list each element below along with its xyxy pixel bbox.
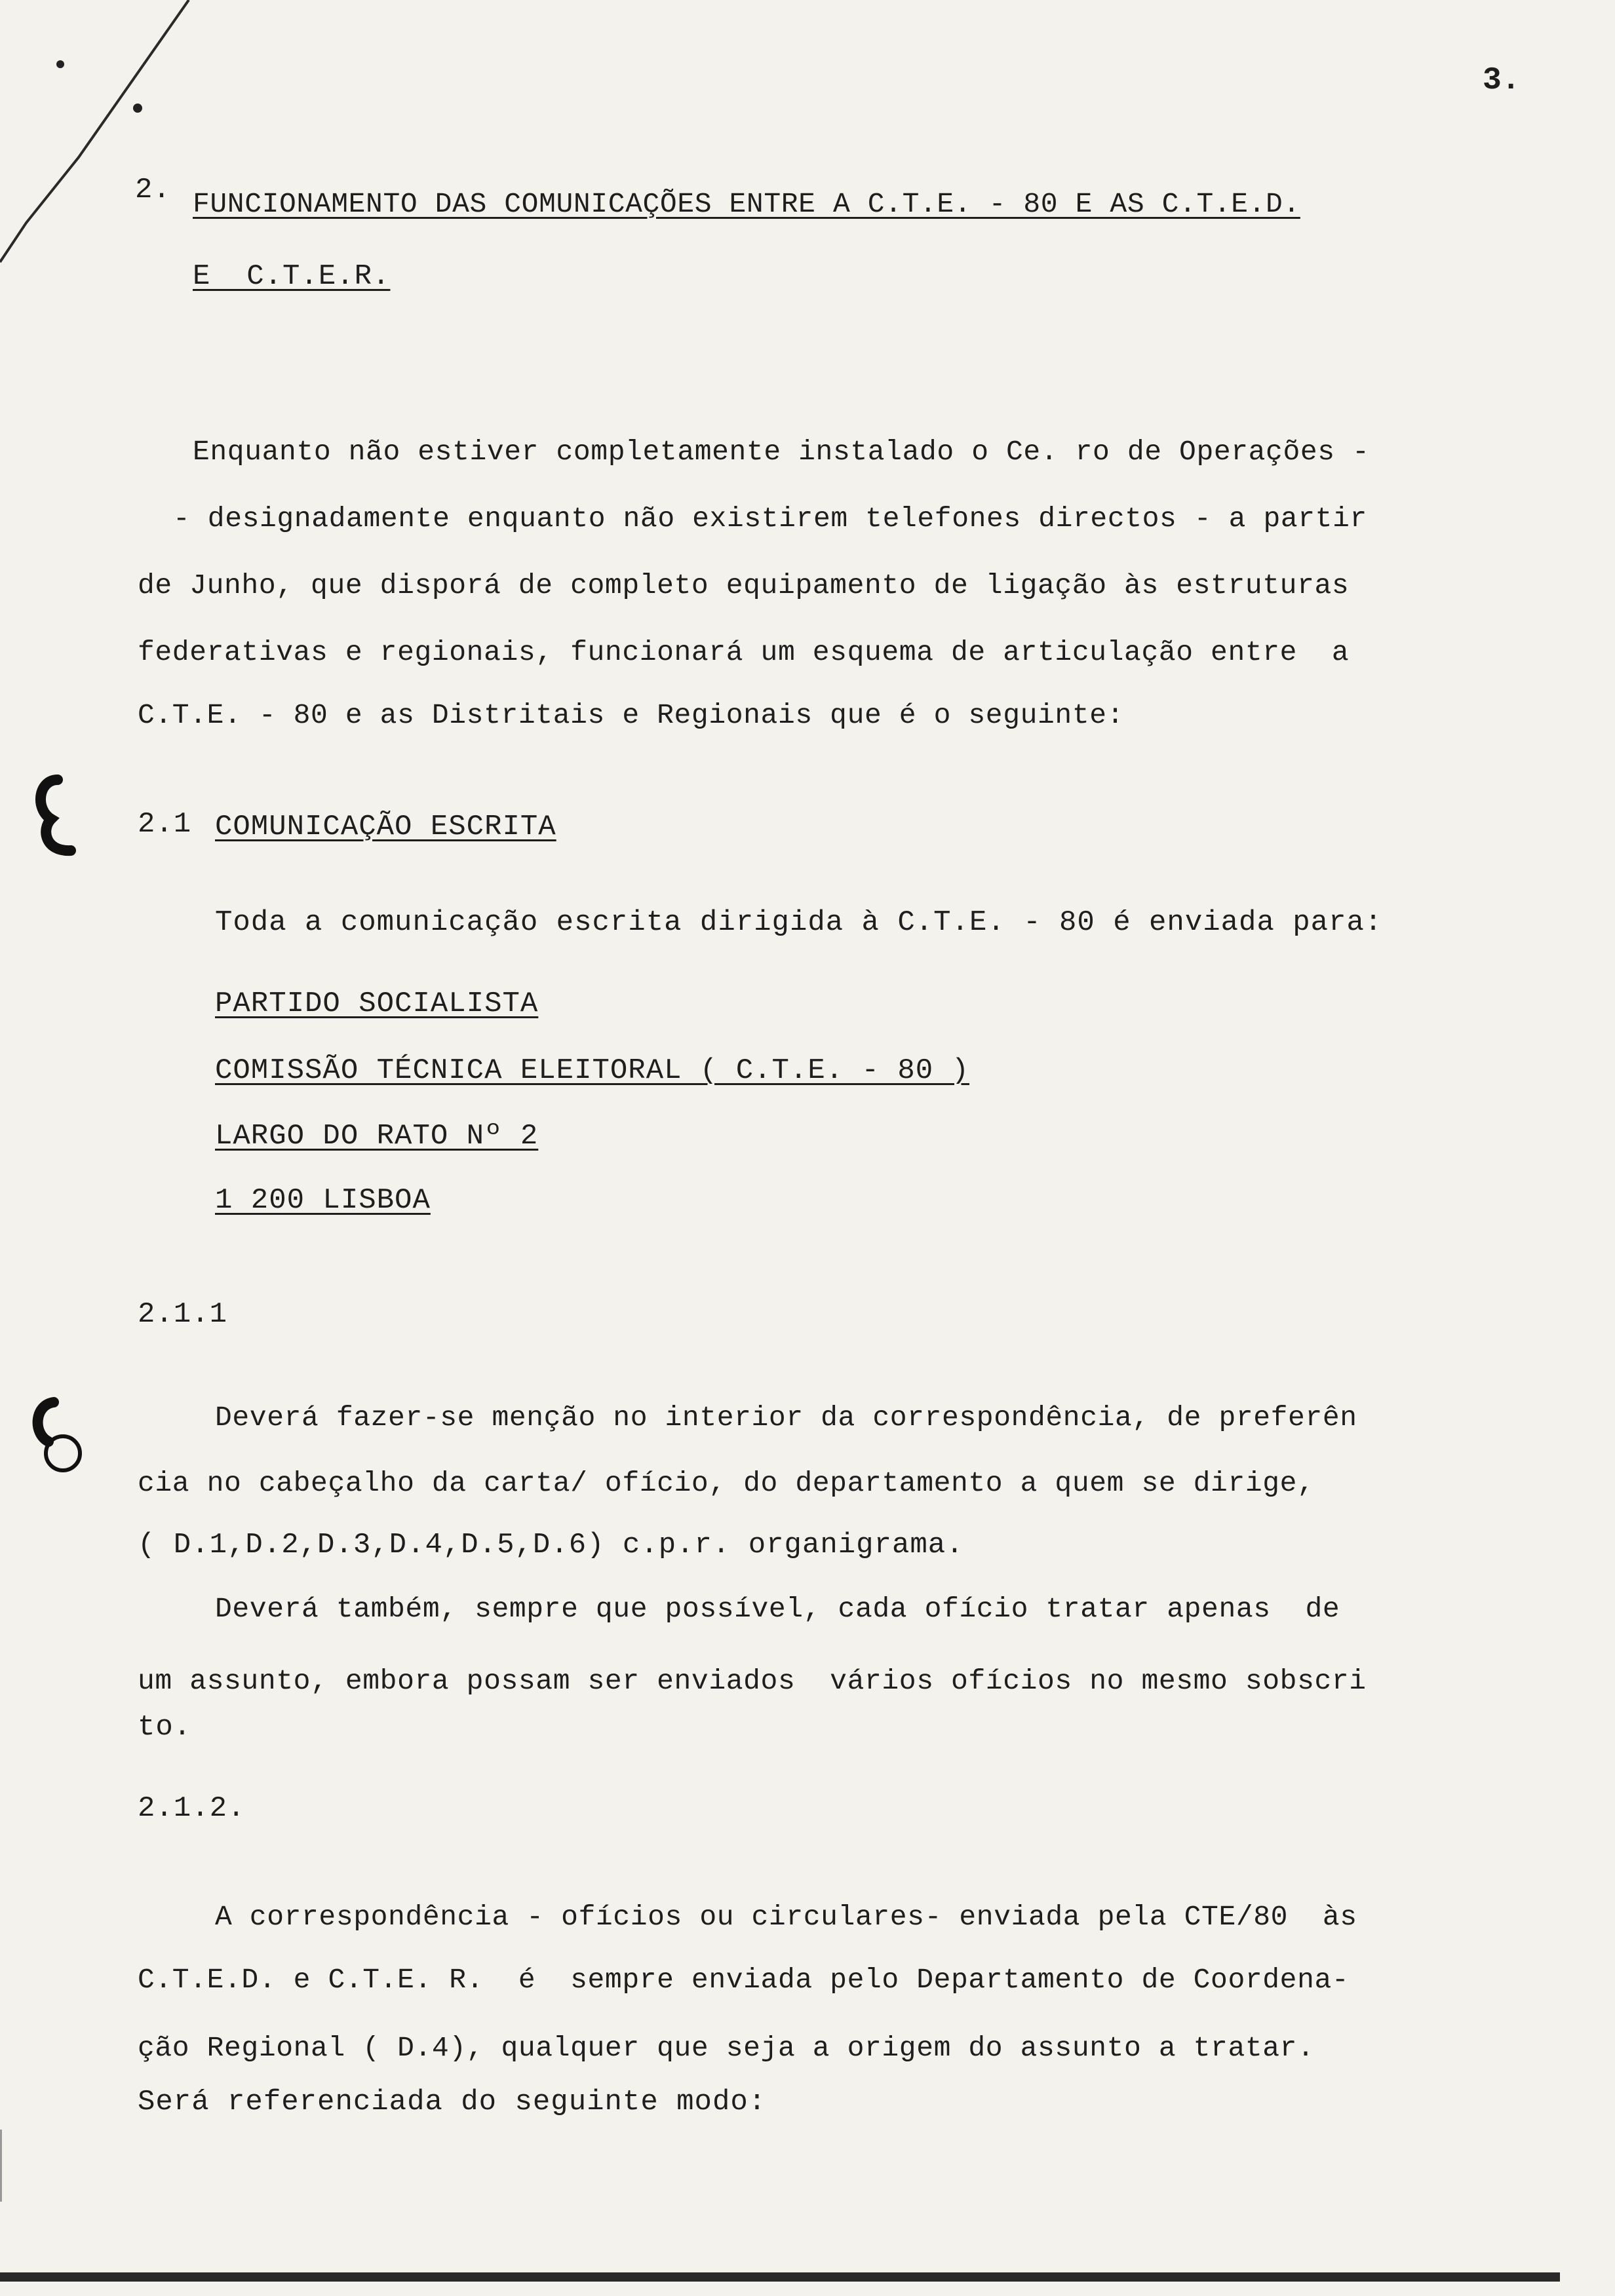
scan-edge-bar xyxy=(0,2272,1560,2282)
diagonal-stroke-mark xyxy=(0,0,197,275)
section-2-1-1-number: 2.1.1 xyxy=(138,1298,228,1331)
punch-hole-bottom-icon xyxy=(26,1396,98,1481)
section-2-1-1-p2-line-3: to. xyxy=(138,1711,192,1744)
section-2-1-1-p2-line-2: um assunto, embora possam ser enviados vários ofícios no mesmo sobscri xyxy=(138,1665,1367,1697)
address-line-2: COMISSÃO TÉCNICA ELEITORAL ( C.T.E. - 80 ) xyxy=(215,1054,969,1087)
section-2-1-number: 2.1 xyxy=(138,808,192,841)
intro-line-5: C.T.E. - 80 e as Distritais e Regionais que é o seguinte: xyxy=(138,699,1125,731)
intro-line-1: Enquanto não estiver completamente instalado o Ce. ro de Operações - xyxy=(193,436,1370,468)
section-2-1-1-p1-line-2: cia no cabeçalho da carta/ ofício, do departamento a quem se dirige, xyxy=(138,1467,1315,1499)
section-2-1-2-line-4: Será referenciada do seguinte modo: xyxy=(138,2086,767,2118)
heading-number: 2. xyxy=(135,174,171,206)
address-line-4: 1 200 LISBOA xyxy=(215,1184,431,1217)
section-2-1-1-p1-line-1: Deverá fazer-se menção no interior da correspondência, de preferên xyxy=(215,1402,1357,1434)
address-line-1: PARTIDO SOCIALISTA xyxy=(215,987,539,1020)
section-2-1-2-line-2: C.T.E.D. e C.T.E. R. é sempre enviada pelo Departamento de Coordena- xyxy=(138,1964,1350,1996)
heading-line-2: E C.T.E.R. xyxy=(193,260,391,293)
address-line-3: LARGO DO RATO Nº 2 xyxy=(215,1120,539,1153)
section-2-1-1-p1-line-3: ( D.1,D.2,D.3,D.4,D.5,D.6) c.p.r. organigrama. xyxy=(138,1529,964,1561)
heading-line-1: FUNCIONAMENTO DAS COMUNICAÇÕES ENTRE A C.T.E. - 80 E AS C.T.E.D. xyxy=(193,188,1300,220)
page-number: 3. xyxy=(1483,63,1521,98)
section-2-1-text: Toda a comunicação escrita dirigida à C.T.E. - 80 é enviada para: xyxy=(215,906,1383,939)
section-2-1-2-line-1: A correspondência - ofícios ou circulares- enviada pela CTE/80 às xyxy=(215,1901,1357,1933)
section-2-1-2-number: 2.1.2. xyxy=(138,1792,246,1825)
intro-line-3: de Junho, que disporá de completo equipamento de ligação às estruturas xyxy=(138,569,1350,602)
section-2-1-1-p2-line-1: Deverá também, sempre que possível, cada ofício tratar apenas de xyxy=(215,1593,1340,1625)
section-2-1-title: COMUNICAÇÃO ESCRITA xyxy=(215,811,556,843)
punch-hole-top-icon xyxy=(31,773,90,858)
intro-line-4: federativas e regionais, funcionará um esquema de articulação entre a xyxy=(138,636,1350,668)
section-2-1-2-line-3: ção Regional ( D.4), qualquer que seja a origem do assunto a tratar. xyxy=(138,2032,1315,2064)
intro-line-2: - designadamente enquanto não existirem telefones directos - a partir xyxy=(173,503,1367,535)
